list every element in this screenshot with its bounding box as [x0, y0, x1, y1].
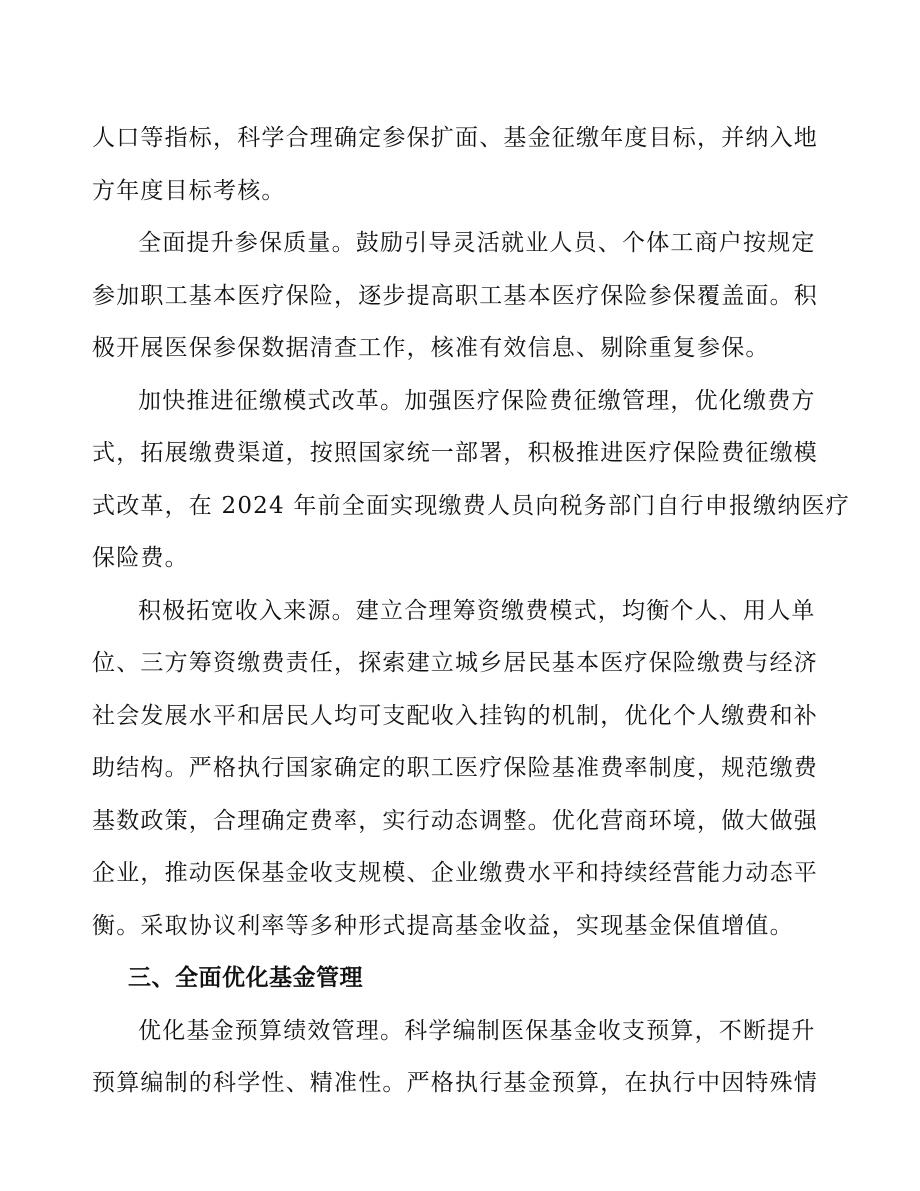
- paragraph-line: 极开展医保参保数据清查工作，核准有效信息、剔除重复参保。: [92, 335, 770, 361]
- paragraph-line: 基数政策，合理确定费率，实行动态调整。优化营商环境，做大做强: [92, 807, 818, 834]
- paragraph-line: 保险费。: [92, 545, 189, 571]
- paragraph-line: 衡。采取协议利率等多种形式提高基金收益，实现基金保值增值。: [92, 912, 794, 939]
- paragraph-line: 方年度目标考核。: [92, 177, 286, 204]
- document-page: [92, 112, 850, 1110]
- paragraph-line: 助结构。严格执行国家确定的职工医疗保险基准费率制度，规范缴费: [92, 755, 818, 781]
- section-heading: 三、全面优化基金管理: [128, 965, 363, 991]
- paragraph-line: 预算编制的科学性、精准性。严格执行基金预算，在执行中因特殊情: [92, 1070, 818, 1096]
- paragraph-first-line: 积极拓宽收入来源。建立合理筹资缴费模式，均衡个人、用人单: [138, 597, 816, 624]
- paragraph-line: 企业，推动医保基金收支规模、企业缴费水平和持续经营能力动态平: [92, 860, 818, 886]
- paragraph-line: 人口等指标，科学合理确定参保扩面、基金征缴年度目标，并纳入地: [92, 125, 818, 151]
- paragraph-line: 式改革，在 2024 年前全面实现缴费人员向税务部门自行申报缴纳医疗: [92, 492, 850, 519]
- paragraph-first-line: 全面提升参保质量。鼓励引导灵活就业人员、个体工商户按规定: [138, 230, 816, 256]
- paragraph-line: 位、三方筹资缴费责任，探索建立城乡居民基本医疗保险缴费与经济: [92, 650, 818, 676]
- paragraph-first-line: 加快推进征缴模式改革。加强医疗保险费征缴管理，优化缴费方: [138, 387, 816, 414]
- paragraph-line: 参加职工基本医疗保险，逐步提高职工基本医疗保险参保覆盖面。积: [92, 282, 818, 309]
- paragraph-first-line: 优化基金预算绩效管理。科学编制医保基金收支预算，不断提升: [138, 1017, 816, 1044]
- paragraph-line: 式，拓展缴费渠道，按照国家统一部署，积极推进医疗保险费征缴模: [92, 440, 818, 466]
- paragraph-line: 社会发展水平和居民人均可支配收入挂钩的机制，优化个人缴费和补: [92, 702, 818, 729]
